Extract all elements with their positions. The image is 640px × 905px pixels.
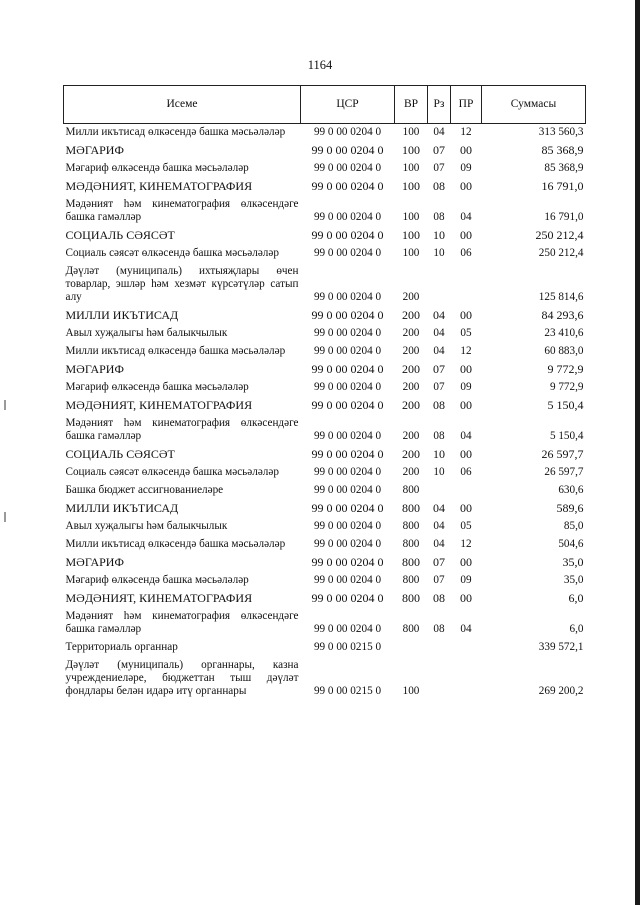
- cell-rz: 04: [433, 126, 445, 138]
- table-header: [64, 86, 586, 124]
- table-row: [64, 572, 586, 590]
- table-row: [64, 307, 586, 325]
- scan-edge-shadow: [635, 0, 640, 905]
- cell-csr: 99 0 00 0215 0: [313, 685, 382, 697]
- cell-rz: 07: [433, 162, 445, 174]
- cell-rz: 07: [433, 574, 445, 586]
- cell-csr: 99 0 00 0204 0: [313, 484, 382, 496]
- cell-rz: 04: [433, 501, 445, 515]
- cell-csr: 99 0 00 0204 0: [313, 381, 382, 393]
- table-row: [64, 639, 586, 657]
- cell-rz: 10: [433, 466, 445, 478]
- cell-rz: [428, 639, 451, 657]
- cell-name: Авыл хуҗалыгы һәм балыкчылык: [65, 520, 228, 532]
- table-row: [64, 518, 586, 536]
- cell-pr: 05: [460, 327, 472, 339]
- cell-vr: 800: [402, 574, 420, 586]
- cell-sum: 85 368,9: [544, 162, 584, 174]
- cell-sum: 85,0: [563, 520, 584, 532]
- cell-vr: 200: [402, 430, 420, 442]
- cell-vr: 200: [402, 308, 420, 322]
- cell-vr: 200: [402, 398, 420, 412]
- cell-pr: 09: [460, 162, 472, 174]
- cell-csr: 99 0 00 0204 0: [313, 574, 382, 586]
- cell-pr: 00: [460, 398, 472, 412]
- cell-name: МӘДӘНИЯТ, КИНЕМАТОГРАФИЯ: [65, 591, 253, 605]
- table-row: [64, 415, 586, 446]
- cell-name: Авыл хуҗалыгы һәм балыкчылык: [65, 327, 228, 339]
- cell-pr: [451, 639, 482, 657]
- cell-rz: 10: [433, 228, 445, 242]
- cell-pr: 00: [460, 447, 472, 461]
- cell-rz: 10: [433, 447, 445, 461]
- cell-name: МӘДӘНИЯТ, КИНЕМАТОГРАФИЯ: [65, 398, 253, 412]
- cell-sum: 6,0: [569, 623, 584, 635]
- table-row: [64, 379, 586, 397]
- header-sum: Суммасы: [482, 86, 586, 124]
- cell-rz: 08: [433, 211, 445, 223]
- table-row: [64, 142, 586, 160]
- cell-rz: 04: [433, 538, 445, 550]
- cell-vr: 100: [402, 143, 420, 157]
- cell-sum: 60 883,0: [544, 345, 584, 357]
- table-row: [64, 196, 586, 227]
- cell-sum: 504,6: [558, 538, 584, 550]
- cell-rz: 10: [433, 247, 445, 259]
- table-row: [64, 590, 586, 608]
- cell-name: Дәүләт (муниципаль) ихтыяҗлары өчен товарлар, эшләр һәм хезмәт күрсәтүләр сатып алу: [65, 265, 299, 303]
- cell-rz: 04: [433, 520, 445, 532]
- cell-rz: [428, 482, 451, 500]
- cell-csr: 99 0 00 0204 0: [313, 520, 382, 532]
- cell-pr: 04: [460, 211, 472, 223]
- cell-pr: 00: [460, 555, 472, 569]
- cell-pr: 05: [460, 520, 472, 532]
- cell-rz: 07: [433, 362, 445, 376]
- cell-pr: 04: [460, 623, 472, 635]
- cell-name: Башка бюджет ассигнованиеләре: [65, 484, 224, 496]
- cell-vr: 200: [402, 362, 420, 376]
- cell-csr: 99 0 00 0204 0: [313, 327, 382, 339]
- cell-name: Дәүләт (муниципаль) органнары, казна учреждениеләре, бюджеттан тыш дәүләт фондлары белән идарә итү органнары: [65, 659, 299, 697]
- cell-rz: [428, 657, 451, 701]
- cell-sum: 250 212,4: [538, 247, 584, 259]
- cell-name: Милли икътисад өлкәсендә башка мәсьәләләр: [65, 126, 286, 138]
- table-row: [64, 263, 586, 307]
- cell-csr: 99 0 00 0204 0: [313, 162, 382, 174]
- cell-name: Мәгариф өлкәсендә башка мәсьәләләр: [65, 381, 249, 393]
- cell-vr: 200: [402, 447, 420, 461]
- cell-csr: 99 0 00 0204 0: [313, 211, 382, 223]
- table-row: [64, 608, 586, 639]
- cell-name: СОЦИАЛЬ СӘЯСӘТ: [65, 228, 175, 242]
- cell-sum: 6,0: [568, 591, 584, 605]
- cell-name: Милли икътисад өлкәсендә башка мәсьәләләр: [65, 345, 286, 357]
- cell-rz: 07: [433, 381, 445, 393]
- cell-vr: 800: [402, 484, 420, 496]
- cell-csr: 99 0 00 0204 0: [313, 126, 382, 138]
- table-row: [64, 657, 586, 701]
- cell-csr: 99 0 00 0204 0: [313, 623, 382, 635]
- cell-name: МИЛЛИ ИКЪТИСАД: [65, 501, 179, 515]
- cell-vr: 800: [402, 623, 420, 635]
- cell-sum: 84 293,6: [541, 308, 584, 322]
- cell-pr: 06: [460, 466, 472, 478]
- cell-name: Мәдәният һәм кинематография өлкәсендәге башка гамәлләр: [65, 610, 299, 635]
- cell-name: Мәгариф өлкәсендә башка мәсьәләләр: [65, 574, 249, 586]
- cell-name: МӘДӘНИЯТ, КИНЕМАТОГРАФИЯ: [65, 179, 253, 193]
- budget-table: [63, 85, 586, 701]
- table-row: [64, 178, 586, 196]
- cell-sum: 5 150,4: [549, 430, 584, 442]
- cell-csr: 99 0 00 0204 0: [311, 362, 384, 376]
- cell-pr: 12: [460, 126, 472, 138]
- cell-rz: 08: [433, 398, 445, 412]
- cell-csr: 99 0 00 0204 0: [311, 228, 384, 242]
- cell-csr: 99 0 00 0204 0: [313, 466, 382, 478]
- scan-mark: [4, 512, 6, 522]
- cell-rz: [428, 263, 451, 307]
- cell-pr: [451, 482, 482, 500]
- table-row: [64, 464, 586, 482]
- table-row: [64, 446, 586, 464]
- cell-vr: 200: [402, 291, 420, 303]
- cell-rz: 04: [433, 308, 445, 322]
- table-row: [64, 325, 586, 343]
- cell-sum: 35,0: [563, 574, 584, 586]
- table-row: [64, 245, 586, 263]
- cell-vr: 200: [402, 345, 420, 357]
- cell-vr: 800: [402, 501, 420, 515]
- cell-csr: 99 0 00 0204 0: [311, 447, 384, 461]
- page-number: 1164: [307, 58, 333, 72]
- cell-vr: 800: [402, 555, 420, 569]
- cell-name: Милли икътисад өлкәсендә башка мәсьәләләр: [65, 538, 286, 550]
- cell-pr: 06: [460, 247, 472, 259]
- header-rz: Рз: [428, 86, 451, 124]
- cell-pr: 09: [460, 381, 472, 393]
- cell-csr: 99 0 00 0204 0: [313, 430, 382, 442]
- cell-csr: 99 0 00 0204 0: [311, 398, 384, 412]
- cell-name: Мәдәният һәм кинематография өлкәсендәге башка гамәлләр: [65, 417, 299, 442]
- cell-vr: 200: [402, 466, 420, 478]
- cell-vr: [395, 639, 428, 657]
- cell-pr: 00: [460, 143, 472, 157]
- cell-pr: [451, 657, 482, 701]
- cell-csr: 99 0 00 0204 0: [311, 591, 384, 605]
- cell-pr: 09: [460, 574, 472, 586]
- cell-csr: 99 0 00 0204 0: [311, 143, 384, 157]
- cell-csr: 99 0 00 0204 0: [311, 308, 384, 322]
- cell-vr: 200: [402, 381, 420, 393]
- cell-pr: 12: [460, 345, 472, 357]
- cell-sum: 250 212,4: [535, 228, 584, 242]
- cell-rz: 04: [433, 345, 445, 357]
- cell-sum: 16 791,0: [541, 179, 584, 193]
- header-vr: ВР: [395, 86, 428, 124]
- cell-name: МӘГАРИФ: [65, 143, 124, 157]
- cell-sum: 26 597,7: [541, 447, 584, 461]
- cell-pr: 00: [460, 308, 472, 322]
- table-row: [64, 343, 586, 361]
- cell-name: Мәгариф өлкәсендә башка мәсьәләләр: [65, 162, 249, 174]
- table-row: [64, 397, 586, 415]
- cell-sum: 85 368,9: [541, 143, 584, 157]
- cell-sum: 339 572,1: [538, 641, 584, 653]
- cell-csr: 99 0 00 0204 0: [311, 555, 384, 569]
- cell-rz: 07: [433, 143, 445, 157]
- cell-sum: 23 410,6: [544, 327, 584, 339]
- table-row: [64, 160, 586, 178]
- cell-vr: 200: [402, 327, 420, 339]
- cell-sum: 313 560,3: [538, 126, 584, 138]
- header-csr: ЦСР: [301, 86, 395, 124]
- table-row: [64, 361, 586, 379]
- cell-sum: 5 150,4: [547, 398, 584, 412]
- cell-pr: [451, 263, 482, 307]
- cell-name: МӘГАРИФ: [65, 362, 124, 376]
- cell-vr: 800: [402, 538, 420, 550]
- cell-vr: 100: [402, 179, 420, 193]
- cell-sum: 269 200,2: [538, 685, 584, 697]
- cell-rz: 04: [433, 327, 445, 339]
- cell-rz: 08: [433, 623, 445, 635]
- cell-vr: 100: [402, 126, 420, 138]
- cell-pr: 00: [460, 179, 472, 193]
- cell-csr: 99 0 00 0215 0: [313, 641, 382, 653]
- cell-sum: 9 772,9: [549, 381, 584, 393]
- cell-pr: 00: [460, 228, 472, 242]
- cell-sum: 589,6: [556, 501, 584, 515]
- table-row: [64, 482, 586, 500]
- cell-sum: 26 597,7: [544, 466, 584, 478]
- table-body: [64, 124, 586, 702]
- cell-pr: 00: [460, 591, 472, 605]
- cell-name: Социаль сәясәт өлкәсендә башка мәсьәләләр: [65, 466, 279, 478]
- table-row: [64, 536, 586, 554]
- cell-csr: 99 0 00 0204 0: [311, 501, 384, 515]
- cell-sum: 125 814,6: [538, 291, 584, 303]
- cell-name: МӘГАРИФ: [65, 555, 124, 569]
- cell-csr: 99 0 00 0204 0: [313, 247, 382, 259]
- cell-vr: 800: [402, 520, 420, 532]
- cell-sum: 630,6: [558, 484, 584, 496]
- cell-csr: 99 0 00 0204 0: [313, 538, 382, 550]
- cell-name: Социаль сәясәт өлкәсендә башка мәсьәләләр: [65, 247, 279, 259]
- cell-name: СОЦИАЛЬ СӘЯСӘТ: [65, 447, 175, 461]
- cell-csr: 99 0 00 0204 0: [313, 345, 382, 357]
- cell-vr: 100: [402, 228, 420, 242]
- cell-sum: 9 772,9: [547, 362, 584, 376]
- cell-csr: 99 0 00 0204 0: [311, 179, 384, 193]
- cell-sum: 16 791,0: [544, 211, 584, 223]
- scan-mark: [4, 400, 6, 410]
- cell-rz: 08: [433, 179, 445, 193]
- cell-rz: 07: [433, 555, 445, 569]
- cell-sum: 35,0: [562, 555, 584, 569]
- cell-pr: 04: [460, 430, 472, 442]
- header-pr: ПР: [451, 86, 482, 124]
- table-row: [64, 227, 586, 245]
- header-name: Исеме: [64, 86, 301, 124]
- cell-name: МИЛЛИ ИКЪТИСАД: [65, 308, 179, 322]
- cell-rz: 08: [433, 430, 445, 442]
- cell-vr: 100: [402, 162, 420, 174]
- cell-rz: 08: [433, 591, 445, 605]
- cell-name: Территориаль органнар: [65, 641, 178, 653]
- cell-pr: 00: [460, 501, 472, 515]
- cell-pr: 12: [460, 538, 472, 550]
- cell-vr: 800: [402, 591, 420, 605]
- cell-csr: 99 0 00 0204 0: [313, 291, 382, 303]
- cell-vr: 100: [402, 211, 420, 223]
- table-row: [64, 124, 586, 143]
- cell-pr: 00: [460, 362, 472, 376]
- cell-name: Мәдәният һәм кинематография өлкәсендәге башка гамәлләр: [65, 198, 299, 223]
- cell-vr: 100: [402, 247, 420, 259]
- table-row: [64, 554, 586, 572]
- table-row: [64, 500, 586, 518]
- cell-vr: 100: [402, 685, 420, 697]
